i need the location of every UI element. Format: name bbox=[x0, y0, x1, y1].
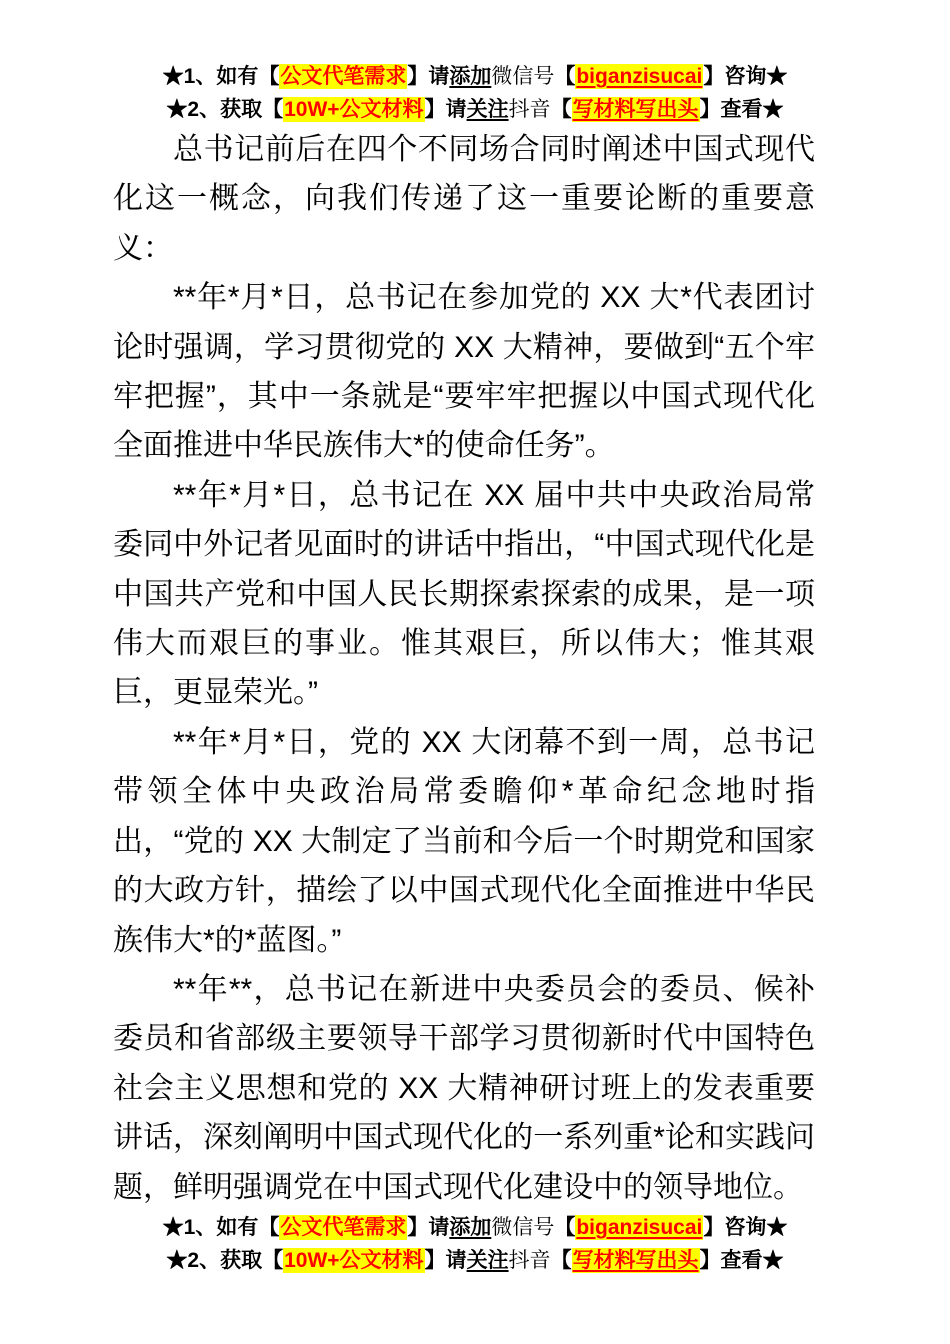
highlighted-promo-text: 10W+公文材料 bbox=[284, 98, 424, 121]
paragraph: **年*月*日，总书记在 XX 届中共中央政治局常委同中外记者见面时的讲话中指出，“中国式现代化是中国共产党和中国人民长期探索探索的成果，是一项伟大而艰巨的事业。惟其艰巨，所以伟大；惟其艰巨，更显荣光。” bbox=[113, 478, 815, 710]
promo-text: 关注 bbox=[466, 98, 509, 121]
document-body bbox=[113, 125, 815, 1211]
promo-text: ★2、获取【 bbox=[166, 1249, 284, 1272]
highlighted-promo-text: 10W+公文材料 bbox=[284, 1249, 424, 1272]
promo-text: ★1、如有【 bbox=[162, 65, 280, 88]
promo-text: 添加 bbox=[449, 1216, 492, 1239]
promo-text: ★1、如有【 bbox=[162, 1216, 280, 1239]
promo-text: 添加 bbox=[449, 65, 492, 88]
header-promo-line bbox=[0, 60, 950, 93]
promo-text: 微信号 bbox=[491, 1216, 555, 1239]
promo-text: 】请 bbox=[407, 65, 450, 88]
promo-text: 抖音 bbox=[508, 1249, 551, 1272]
promo-text: 【 bbox=[554, 1216, 576, 1239]
highlighted-promo-text: 写材料写出头 bbox=[572, 98, 699, 121]
footer-promo-line bbox=[0, 1211, 950, 1244]
promo-text: ★2、获取【 bbox=[166, 98, 284, 121]
footer-promo-line bbox=[0, 1244, 950, 1277]
promo-text: 】咨询★ bbox=[703, 1216, 788, 1239]
promo-text: 抖音 bbox=[508, 98, 551, 121]
promo-text: 【 bbox=[554, 65, 576, 88]
header-promo-banner bbox=[0, 60, 950, 126]
promo-text: 【 bbox=[550, 98, 572, 121]
promo-text: 】请 bbox=[424, 98, 467, 121]
paragraph: 总书记前后在四个不同场合同时阐述中国式现代化这一概念，向我们传递了这一重要论断的重要意义： bbox=[113, 133, 815, 265]
promo-text: 关注 bbox=[466, 1249, 509, 1272]
highlighted-promo-text: 公文代笔需求 bbox=[280, 1216, 407, 1239]
promo-text: 微信号 bbox=[491, 65, 555, 88]
paragraph: **年**，总书记在新进中央委员会的委员、候补委员和省部级主要领导干部学习贯彻新时代中国特色社会主义思想和党的 XX 大精神研讨班上的发表重要讲话，深刻阐明中国式现代化的一系列重*论和实践问题，鲜明强调党在中国式现代化建设中的领导地位。 bbox=[113, 972, 815, 1204]
highlighted-promo-text: 公文代笔需求 bbox=[280, 65, 407, 88]
promo-text: 】查看★ bbox=[699, 1249, 784, 1272]
highlighted-promo-text: biganzisucai bbox=[576, 1216, 703, 1239]
promo-text: 】咨询★ bbox=[703, 65, 788, 88]
highlighted-promo-text: 写材料写出头 bbox=[572, 1249, 699, 1272]
highlighted-promo-text: biganzisucai bbox=[576, 65, 703, 88]
paragraph: **年*月*日，总书记在参加党的 XX 大*代表团讨论时强调，学习贯彻党的 XX 大精神，要做到“五个牢牢把握”，其中一条就是“要牢牢把握以中国式现代化全面推进中华民族伟大*的使命任务”。 bbox=[113, 281, 815, 463]
footer-promo-banner bbox=[0, 1211, 950, 1277]
promo-text: 】查看★ bbox=[699, 98, 784, 121]
promo-text: 】请 bbox=[424, 1249, 467, 1272]
promo-text: 【 bbox=[550, 1249, 572, 1272]
header-promo-line bbox=[0, 93, 950, 126]
paragraph: **年*月*日，党的 XX 大闭幕不到一周，总书记带领全体中央政治局常委瞻仰*革命纪念地时指出，“党的 XX 大制定了当前和今后一个时期党和国家的大政方针，描绘了以中国式现代化全面推进中华民族伟大*的*蓝图。” bbox=[113, 725, 815, 957]
promo-text: 】请 bbox=[407, 1216, 450, 1239]
